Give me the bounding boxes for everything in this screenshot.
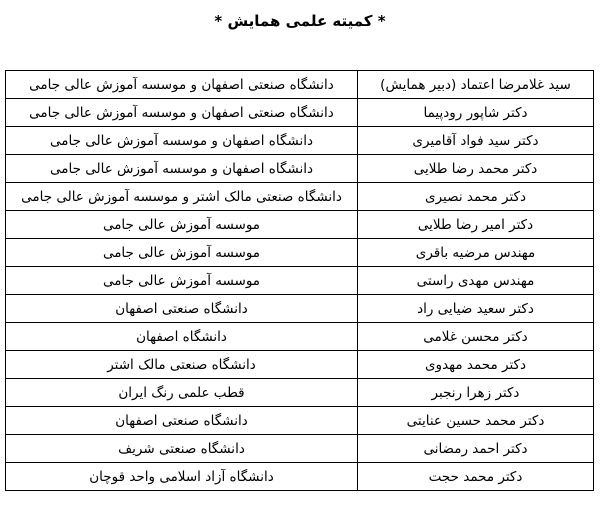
member-affiliation: دانشگاه صنعتی اصفهان و موسسه آموزش عالی جامی [6, 99, 358, 127]
table-row [6, 99, 594, 127]
member-name: دکتر امیر رضا طلایی [358, 211, 594, 239]
member-affiliation: دانشگاه آزاد اسلامی واحد قوچان [6, 463, 358, 491]
page-title: * کمیته علمی همایش * [214, 12, 386, 30]
table-row [6, 407, 594, 435]
table-row [6, 183, 594, 211]
member-name: دکتر محمد حسین عنایتی [358, 407, 594, 435]
member-affiliation: موسسه آموزش عالی جامی [6, 211, 358, 239]
table-row [6, 323, 594, 351]
table-row [6, 71, 594, 99]
member-name: دکتر سید فواد آقامیری [358, 127, 594, 155]
member-name: دکتر احمد رمضانی [358, 435, 594, 463]
table-row [6, 267, 594, 295]
member-affiliation: دانشگاه صنعتی مالک اشتر [6, 351, 358, 379]
member-name: دکتر سعید ضیایی راد [358, 295, 594, 323]
member-affiliation: موسسه آموزش عالی جامی [6, 239, 358, 267]
committee-table-body [6, 71, 594, 491]
member-name: دکتر محمد نصیری [358, 183, 594, 211]
member-affiliation: دانشگاه اصفهان [6, 323, 358, 351]
member-name: دکتر محمد حجت [358, 463, 594, 491]
member-affiliation: دانشگاه صنعتی اصفهان [6, 407, 358, 435]
member-affiliation: دانشگاه صنعتی اصفهان [6, 295, 358, 323]
member-affiliation: موسسه آموزش عالی جامی [6, 267, 358, 295]
member-name: دکتر محسن غلامی [358, 323, 594, 351]
member-name: دکتر شاپور رودپیما [358, 99, 594, 127]
member-name: مهندس مرضیه باقری [358, 239, 594, 267]
member-affiliation: دانشگاه صنعتی اصفهان و موسسه آموزش عالی جامی [6, 71, 358, 99]
member-name: دکتر زهرا رنجبر [358, 379, 594, 407]
table-row [6, 463, 594, 491]
committee-table [5, 70, 594, 491]
table-row [6, 211, 594, 239]
table-row [6, 155, 594, 183]
member-name: دکتر محمد مهدوی [358, 351, 594, 379]
table-row [6, 239, 594, 267]
member-affiliation: قطب علمی رنگ ایران [6, 379, 358, 407]
table-row [6, 127, 594, 155]
member-name: مهندس مهدی راستی [358, 267, 594, 295]
member-name: سید غلامرضا اعتماد (دبیر همایش) [358, 71, 594, 99]
member-affiliation: دانشگاه اصفهان و موسسه آموزش عالی جامی [6, 155, 358, 183]
table-row [6, 295, 594, 323]
member-name: دکتر محمد رضا طلایی [358, 155, 594, 183]
member-affiliation: دانشگاه صنعتی شریف [6, 435, 358, 463]
member-affiliation: دانشگاه اصفهان و موسسه آموزش عالی جامی [6, 127, 358, 155]
table-row [6, 379, 594, 407]
member-affiliation: دانشگاه صنعتی مالک اشتر و موسسه آموزش عالی جامی [6, 183, 358, 211]
table-row [6, 351, 594, 379]
table-row [6, 435, 594, 463]
